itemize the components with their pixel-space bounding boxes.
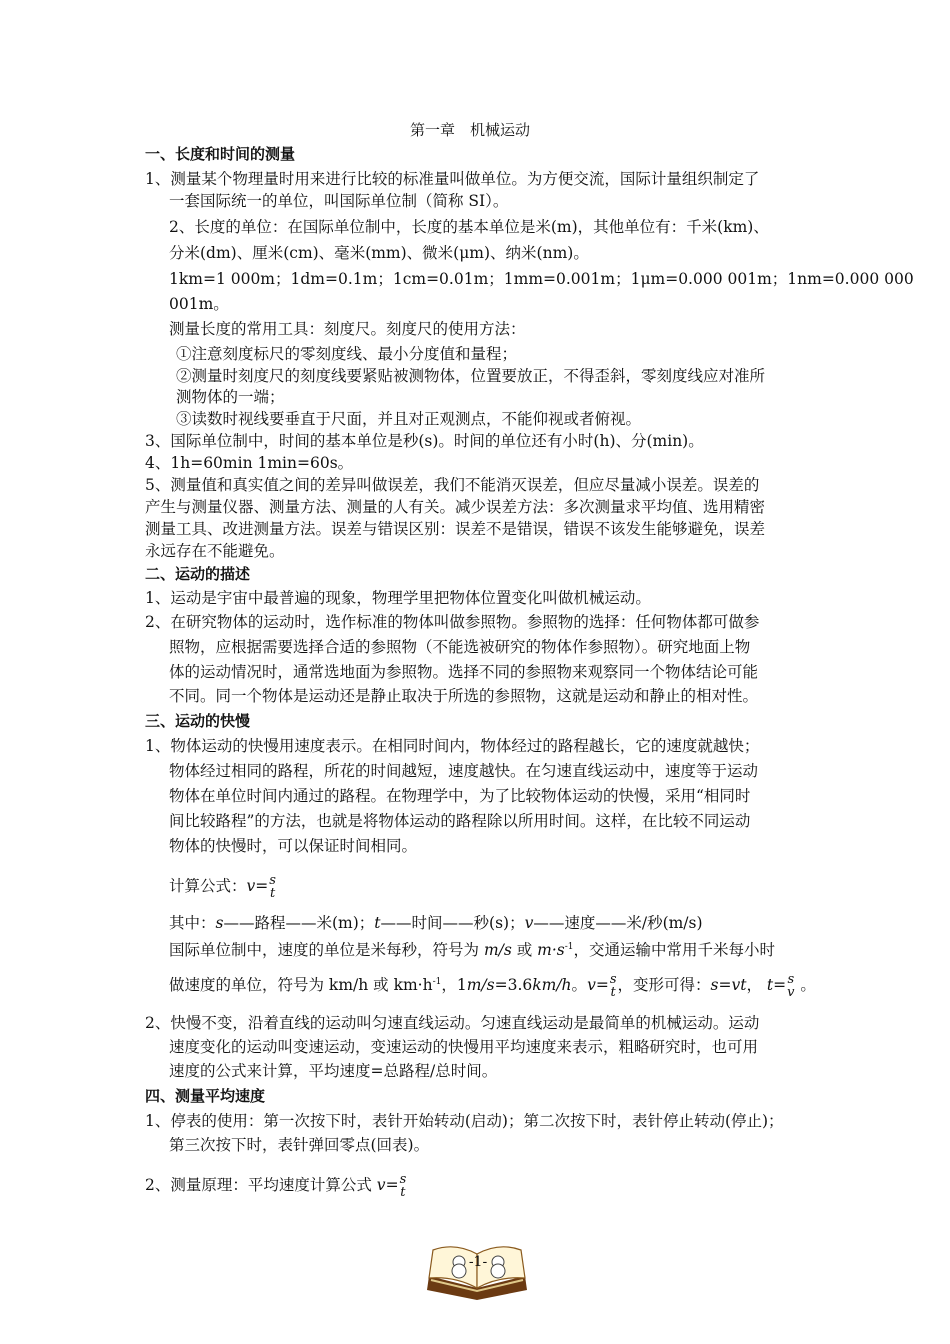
section-heading-4: 四、测量平均速度 bbox=[145, 1087, 266, 1105]
paragraph-line: 物体在单位时间内通过的路程。在物理学中，为了比较物体运动的快慢，采用“相同时 bbox=[169, 787, 751, 805]
paragraph-line: 测量长度的常用工具：刻度尺。刻度尺的使用方法： bbox=[169, 320, 526, 338]
paragraph-line: 国际单位制中，速度的单位是米每秒，符号为 m/s 或 $m\cdot s^{-1}$，交通运输中常用千米每小时 bbox=[169, 941, 776, 960]
paragraph-line: 1、物体运动的快慢用速度表示。在相同时间内，物体经过的路程越长，它的速度就越快； bbox=[145, 737, 760, 755]
paragraph-line: 间比较路程”的方法，也就是将物体运动的路程除以所用时间。这样，在比较不同运动 bbox=[169, 812, 751, 830]
paragraph-line: 001m。 bbox=[169, 295, 229, 313]
paragraph-line: 1km=1 000m；1dm=0.1m；1cm=0.01m；1mm=0.001m；1μm=0.000 001m；1nm=0.000 000 bbox=[169, 270, 914, 288]
list-item: ②测量时刻度尺的刻度线要紧贴被测物体，位置要放正，不得歪斜，零刻度线应对准所 bbox=[176, 367, 766, 385]
paragraph-line: 1、测量某个物理量时用来进行比较的标准量叫做单位。为方便交流，国际计量组织制定了 bbox=[145, 170, 760, 188]
page-footer-book bbox=[423, 1236, 531, 1302]
formula-line: 2、测量原理：平均速度计算公式 v= s t bbox=[145, 1172, 407, 1200]
paragraph-line: 第三次按下时，表针弹回零点(回表)。 bbox=[169, 1136, 430, 1154]
fraction-s-over-v: s v bbox=[787, 972, 795, 1001]
paragraph-line: 照物，应根据需要选择合适的参照物（不能选被研究的物体作参照物）。研究地面上物 bbox=[169, 638, 751, 656]
formula-line: 计算公式：v= s t bbox=[169, 873, 276, 901]
paragraph-line: 永远存在不能避免。 bbox=[145, 542, 285, 560]
list-item: ①注意刻度标尺的零刻度线、最小分度值和量程； bbox=[176, 345, 518, 363]
page-number: -1- bbox=[468, 1254, 488, 1270]
paragraph-line: 速度的公式来计算，平均速度=总路程/总时间。 bbox=[169, 1062, 498, 1080]
paragraph-line: 物体经过相同的路程，所花的时间越短，速度越快。在匀速直线运动中，速度等于运动 bbox=[169, 762, 759, 780]
section-heading-3: 三、运动的快慢 bbox=[145, 712, 251, 730]
formula-definitions: 其中：s——路程——米(m)；t——时间——秒(s)；v——速度——米/秒(m/s) bbox=[169, 914, 703, 932]
paragraph-line: 2、快慢不变，沿着直线的运动叫匀速直线运动。匀速直线运动是最简单的机械运动。运动 bbox=[145, 1014, 760, 1032]
paragraph-line: 测量工具、改进测量方法。误差与错误区别：误差不是错误，错误不该发生能够避免，误差 bbox=[145, 520, 766, 538]
formula-line: 做速度的单位，符号为 km/h 或 $km\cdot h^{-1}$，1m/s=3.6km/h。v= s t ，变形可得：s=vt， t= s v 。 bbox=[169, 972, 816, 1001]
paragraph-line: 一套国际统一的单位，叫国际单位制（简称 SI）。 bbox=[169, 192, 509, 210]
section-heading-2: 二、运动的描述 bbox=[145, 565, 251, 583]
paragraph-line: 2、长度的单位：在国际单位制中，长度的基本单位是米(m)，其他单位有：千米(km)、 bbox=[169, 218, 769, 236]
paragraph-line: 3、国际单位制中，时间的基本单位是秒(s)。时间的单位还有小时(h)、分(min)。 bbox=[145, 432, 704, 450]
paragraph-line: 物体的快慢时，可以保证时间相同。 bbox=[169, 837, 418, 855]
fraction-s-over-t: s t bbox=[269, 873, 276, 901]
paragraph-line: 1、停表的使用：第一次按下时，表针开始转动(启动)；第二次按下时，表针停止转动(停止)； bbox=[145, 1112, 784, 1130]
fraction-s-over-t: s t bbox=[399, 1172, 407, 1200]
section-heading-1: 一、长度和时间的测量 bbox=[145, 145, 296, 163]
paragraph-line: 不同。同一个物体是运动还是静止取决于所选的参照物，这就是运动和静止的相对性。 bbox=[169, 687, 759, 705]
paragraph-line: 5、测量值和真实值之间的差异叫做误差，我们不能消灭误差，但应尽量减小误差。误差的 bbox=[145, 476, 760, 494]
paragraph-line: 分米(dm)、厘米(cm)、毫米(mm)、微米(μm)、纳米(nm)。 bbox=[169, 244, 589, 262]
paragraph-line: 速度变化的运动叫变速运动，变速运动的快慢用平均速度来表示，粗略研究时，也可用 bbox=[169, 1038, 759, 1056]
paragraph-line: 2、在研究物体的运动时，选作标准的物体叫做参照物。参照物的选择：任何物体都可做参 bbox=[145, 613, 760, 631]
list-item: ③读数时视线要垂直于尺面，并且对正观测点，不能仰视或者俯视。 bbox=[176, 410, 642, 428]
chapter-title: 第一章 机械运动 bbox=[410, 121, 531, 139]
paragraph-line: 1、运动是宇宙中最普遍的现象，物理学里把物体位置变化叫做机械运动。 bbox=[145, 589, 651, 607]
list-item: 测物体的一端； bbox=[176, 388, 285, 406]
paragraph-line: 4、1h=60min 1min=60s。 bbox=[145, 454, 354, 472]
paragraph-line: 产生与测量仪器、测量方法、测量的人有关。减少误差方法：多次测量求平均值、选用精密 bbox=[145, 498, 766, 516]
fraction-s-over-t: s t bbox=[609, 972, 617, 1001]
paragraph-line: 体的运动情况时，通常选地面为参照物。选择不同的参照物来观察同一个物体结论可能 bbox=[169, 663, 759, 681]
